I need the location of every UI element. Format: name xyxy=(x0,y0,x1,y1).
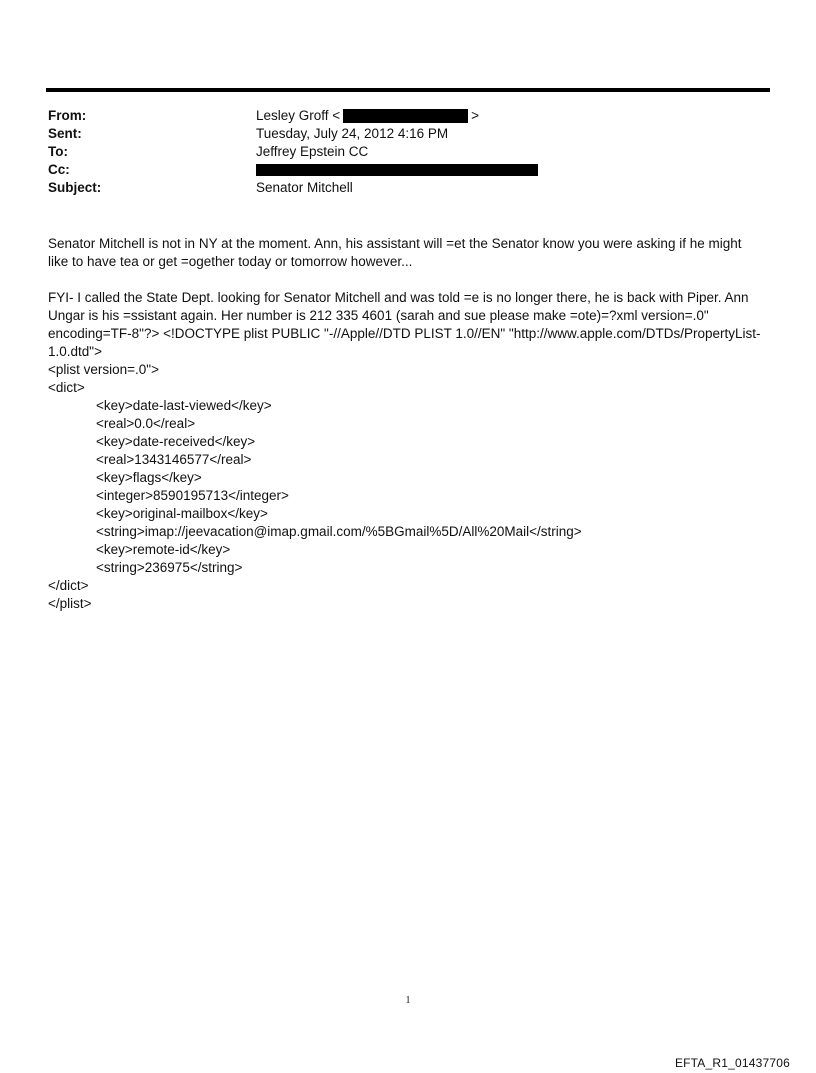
plist-line: <key>remote-id</key> xyxy=(96,542,231,557)
plist-line: <real>1343146577</real> xyxy=(96,452,252,467)
plist-line: </plist> xyxy=(48,596,92,611)
cc-value xyxy=(256,161,538,179)
redaction-box xyxy=(256,164,538,176)
email-header xyxy=(48,107,768,197)
plist-line: <real>0.0</real> xyxy=(96,416,196,431)
plist-line: <dict> xyxy=(48,380,85,395)
body-paragraph-2: FYI- I called the State Dept. looking for Senator Mitchell and was told =e is no longer there, he is back with Piper. Ann Ungar is his =ssistant again. Her number is 212 335 4601 (sarah and sue please make =ote)=?xml version=.0" encoding=TF-8"?> <!DOCTYPE plist PUBLIC "-//Apple//DTD PLIST 1.0//EN" "http://www.apple.com/DTDs/PropertyList-1.0.dtd"> xyxy=(48,290,761,359)
subject-value: Senator Mitchell xyxy=(256,180,353,195)
from-name: Lesley Groff < xyxy=(256,108,341,123)
cc-label: Cc: xyxy=(48,162,70,177)
redaction-box xyxy=(343,109,468,123)
page-number: 1 xyxy=(405,995,411,1006)
plist-line: <key>flags</key> xyxy=(96,470,202,485)
sent-row xyxy=(48,125,768,143)
plist-line: <string>236975</string> xyxy=(96,560,243,575)
plist-line: <key>original-mailbox</key> xyxy=(96,506,268,521)
plist-line: <string>imap://jeevacation@imap.gmail.com/%5BGmail%5D/All%20Mail</string> xyxy=(96,524,582,539)
plist-line: <integer>8590195713</integer> xyxy=(96,488,289,503)
from-value xyxy=(256,107,479,125)
plist-line: <key>date-last-viewed</key> xyxy=(96,398,272,413)
plist-line: <plist version=.0"> xyxy=(48,362,159,377)
sent-value: Tuesday, July 24, 2012 4:16 PM xyxy=(256,126,449,141)
email-body xyxy=(48,235,764,613)
subject-label: Subject: xyxy=(48,180,102,195)
to-label: To: xyxy=(48,144,68,159)
sent-label: Sent: xyxy=(48,126,82,141)
cc-row xyxy=(48,161,768,179)
plist-line: <key>date-received</key> xyxy=(96,434,256,449)
to-value: Jeffrey Epstein CC xyxy=(256,144,369,159)
to-row xyxy=(48,143,768,161)
from-row xyxy=(48,107,768,125)
body-paragraph-1: Senator Mitchell is not in NY at the moment. Ann, his assistant will =et the Senator know you were asking if he might like to have tea or get =ogether today or tomorrow however... xyxy=(48,236,742,269)
plist-line: </dict> xyxy=(48,578,89,593)
header-rule xyxy=(46,88,770,92)
document-id: EFTA_R1_01437706 xyxy=(674,1056,790,1070)
subject-row xyxy=(48,179,768,197)
from-close: > xyxy=(471,108,480,123)
from-label: From: xyxy=(48,108,87,123)
